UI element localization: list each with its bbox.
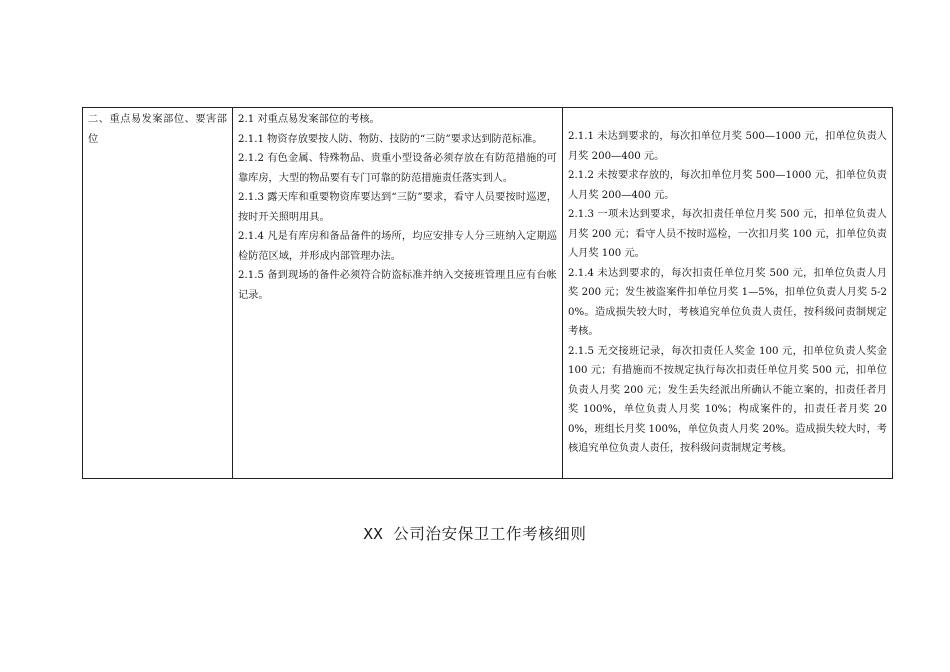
requirements-cell — [233, 108, 563, 479]
document-title: XX 公司治安保卫工作考核细则 — [363, 525, 587, 543]
requirement-item: 2.1.1 物资存放要按人防、物防、技防的“三防”要求达到防范标准。 — [238, 133, 543, 145]
assessment-table — [82, 107, 893, 479]
assessment-item: 2.1.4 未达到要求的，每次扣责任单位月奖 500 元，扣单位负责人月奖 200 元；发生被盗案件扣单位月奖 1—5%，扣单位负责人月奖 5-20%。造成损失较大时，考核追究单位负责人责任，按科级问责制规定考核。 — [568, 267, 887, 337]
requirement-item: 2.1.2 有色金属、特殊物品、贵重小型设备必须存放在有防范措施的可靠库房，大型的物品要有专门可靠的防范措施责任落实到人。 — [238, 153, 557, 184]
requirement-item: 2.1 对重点易发案部位的考核。 — [238, 114, 380, 125]
assessment-item: 2.1.2 未按要求存放的，每次扣单位月奖 500—1000 元，扣单位负责人月奖 200—400 元。 — [568, 170, 887, 201]
assessment-item: 2.1.1 未达到要求的，每次扣单位月奖 500—1000 元，扣单位负责人月奖 200—400 元。 — [568, 131, 887, 162]
assessment-item: 2.1.3 一项未达到要求，每次扣责任单位月奖 500 元，扣单位负责人月奖 200 元；看守人员不按时巡检，一次扣月奖 100 元，扣单位负责人月奖 100 元。 — [568, 209, 887, 259]
table-row — [83, 108, 893, 479]
requirement-item: 2.1.3 露天库和重要物资库要达到“三防”要求，看守人员要按时巡逻，按时开关照明用具。 — [238, 192, 557, 223]
category-label: 二、重点易发案部位、要害部位 — [88, 114, 227, 145]
requirement-item: 2.1.5 备到现场的备件必须符合防盗标准并纳入交接班管理且应有台帐记录。 — [238, 270, 557, 301]
assessment-item: 2.1.5 无交接班记录，每次扣责任人奖金 100 元，扣单位负责人奖金 100 元；有措施而不按规定执行每次扣责任单位月奖 500 元，扣单位负责人月奖 200 元；发生丢失经派出所确认不能立案的，扣责任者月奖 100%，单位负责人月奖 10%；构成案件的，扣责任者月奖 200%，班组长月奖 100%，单位负责人月奖 20%。造成损失较大时，考核追究单位负责人责任，按科级问责制规定考核。 — [568, 345, 887, 454]
requirement-item: 2.1.4 凡是有库房和备品备件的场所，均应安排专人分三班纳入定期巡检防范区域，并形成内部管理办法。 — [238, 231, 557, 262]
assessment-cell — [563, 108, 893, 479]
category-cell — [83, 108, 233, 479]
